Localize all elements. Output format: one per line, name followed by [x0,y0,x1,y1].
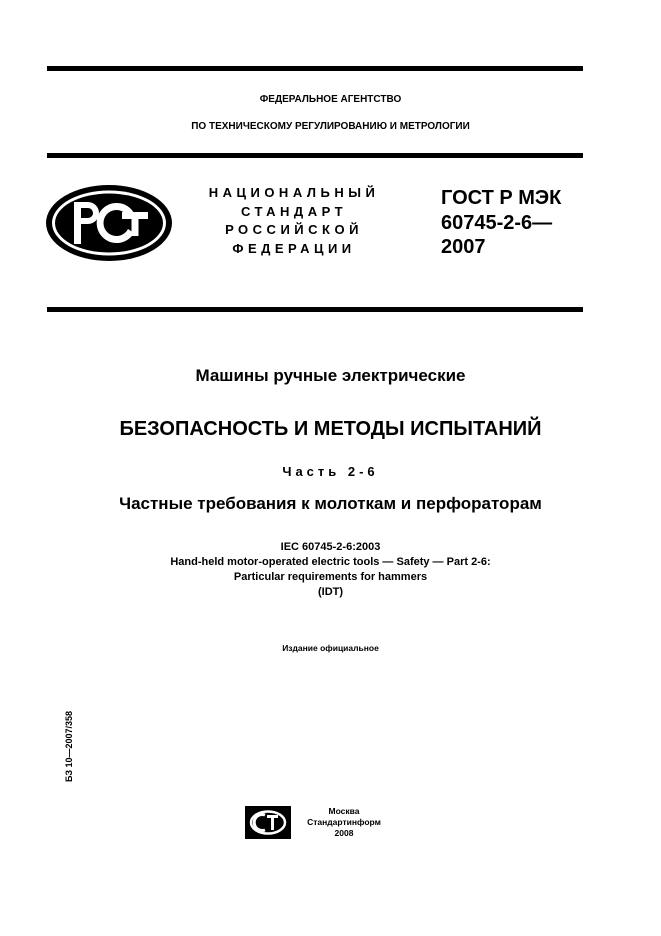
edition-label: Издание официальное [282,643,379,653]
reference-line-2: Hand-held motor-operated electric tools — Safety — Part 2-6: [170,556,491,568]
standartinform-logo-icon [245,806,291,839]
standard-type-line-2: СТАНДАРТ [240,203,348,219]
agency-rule [47,153,583,158]
header-bottom-rule [47,307,583,312]
document-part: Часть 2-6 [282,464,379,479]
designation-line-3: 2007 [441,236,486,258]
standard-type-line-1: НАЦИОНАЛЬНЫЙ [208,185,380,200]
designation-line-1: ГОСТ Р МЭК [441,187,562,209]
standard-type-line-3: РОССИЙСКОЙ [225,222,363,237]
publisher-year: 2008 [334,828,354,838]
document-subject: БЕЗОПАСНОСТЬ И МЕТОДЫ ИСПЫТАНИЙ [119,418,542,440]
document-title: Машины ручные электрические [195,366,466,385]
publisher-city: Москва [328,806,360,816]
publisher-name: Стандартинформ [307,817,381,827]
publisher-block [299,806,389,839]
top-rule [47,66,583,71]
reference-line-4: (IDT) [317,586,344,598]
side-code: БЗ 10—2007/358 [64,710,74,782]
agency-line-2: ПО ТЕХНИЧЕСКОМУ РЕГУЛИРОВАНИЮ И МЕТРОЛОГИИ [191,121,470,132]
standard-type-block [196,184,392,258]
designation-line-2: 60745-2-6— [441,211,553,234]
standard-designation [441,186,561,260]
standard-type-line-4: ФЕДЕРАЦИИ [232,240,356,256]
reference-line-3: Particular requirements for hammers [233,571,428,583]
document-subtitle: Частные требования к молоткам и перфораторам [119,494,542,513]
agency-line-1: ФЕДЕРАЛЬНОЕ АГЕНТСТВО [259,94,402,105]
reference-line-1: IEC 60745-2-6:2003 [280,541,381,553]
rst-certification-mark-icon [44,183,174,263]
